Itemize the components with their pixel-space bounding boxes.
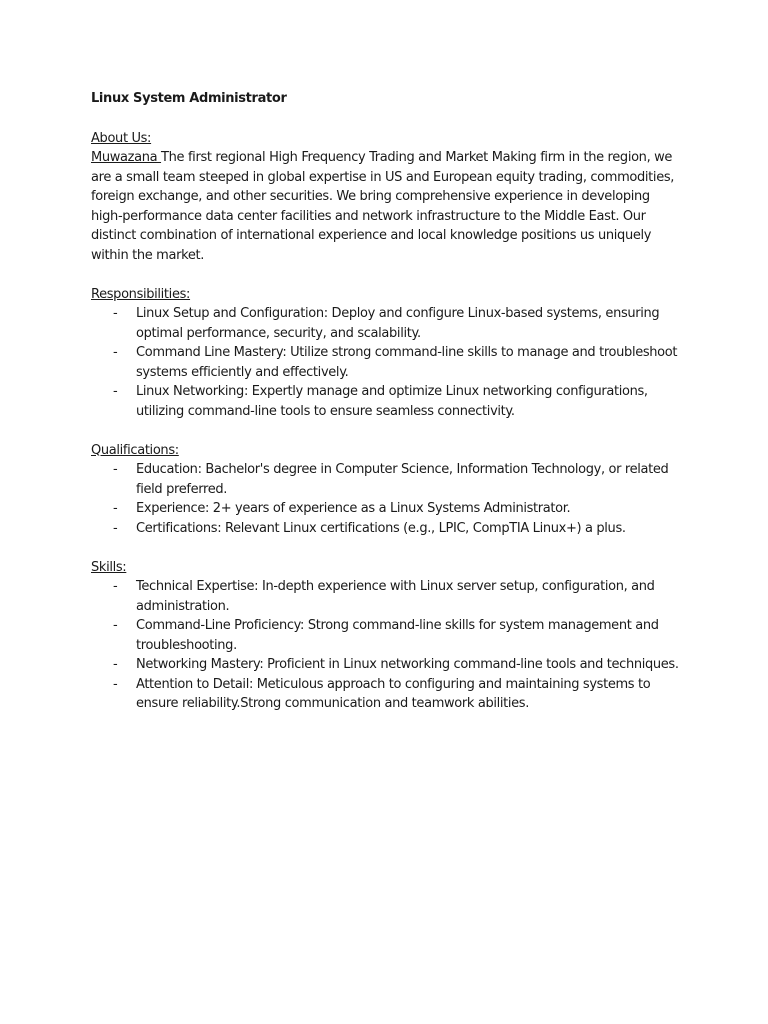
list-item-text: Command-Line Proficiency: Strong command-line skills for system management and troubleshooting. bbox=[136, 618, 659, 653]
list-item bbox=[91, 616, 683, 655]
bullet-dash: - bbox=[113, 520, 118, 536]
list-item bbox=[91, 577, 683, 616]
qualifications-heading: Qualifications: bbox=[91, 442, 179, 458]
skills-section bbox=[91, 558, 683, 714]
bullet-dash: - bbox=[113, 501, 118, 516]
bullet-dash: - bbox=[113, 462, 118, 477]
skills-heading: Skills: bbox=[91, 559, 127, 575]
about-section bbox=[91, 129, 683, 266]
list-item bbox=[91, 304, 683, 343]
list-item-text: Certifications: Relevant Linux certifications (e.g., LPIC, CompTIA Linux+) a plus. bbox=[136, 520, 626, 536]
list-item-text: Linux Setup and Configuration: Deploy and configure Linux-based systems, ensuring optimal performance, security, and scalability. bbox=[136, 306, 660, 341]
list-item bbox=[91, 655, 683, 675]
qualifications-section bbox=[91, 441, 683, 539]
job-title: Linux System Administrator bbox=[91, 91, 287, 106]
bullet-dash: - bbox=[113, 306, 118, 321]
list-item bbox=[91, 519, 683, 539]
list-item-text: Education: Bachelor's degree in Computer Science, Information Technology, or related field preferred. bbox=[136, 462, 669, 497]
skills-list bbox=[91, 577, 683, 714]
company-name: Muwazana bbox=[91, 150, 162, 165]
list-item-text: Networking Mastery: Proficient in Linux networking command-line tools and techniques. bbox=[136, 657, 679, 672]
bullet-dash: - bbox=[113, 618, 118, 633]
document-page bbox=[91, 89, 683, 714]
bullet-dash: - bbox=[113, 345, 118, 360]
list-item-text: Linux Networking: Expertly manage and optimize Linux networking configurations, utilizing command-line tools to ensure seamless connectivity. bbox=[136, 384, 648, 419]
bullet-dash: - bbox=[113, 384, 118, 399]
bullet-dash: - bbox=[113, 579, 118, 594]
about-paragraph bbox=[91, 148, 683, 265]
list-item-text: Technical Expertise: In-depth experience with Linux server setup, configuration, and administration. bbox=[136, 579, 655, 614]
list-item bbox=[91, 675, 683, 714]
responsibilities-list bbox=[91, 304, 683, 421]
about-text: The first regional High Frequency Trading and Market Making firm in the region, we are a small team steeped in global expertise in US and European equity trading, commodities, foreign exchange, and other securities. We bring comprehensive experience in developing high-performance data center facilities and network infrastructure to the Middle East. Our distinct combination of international experience and local knowledge positions us uniquely within the market. bbox=[91, 150, 675, 263]
list-item-text: Command Line Mastery: Utilize strong command-line skills to manage and troubleshoot systems efficiently and effectively. bbox=[136, 345, 678, 380]
bullet-dash: - bbox=[113, 657, 118, 672]
responsibilities-heading: Responsibilities: bbox=[91, 286, 191, 302]
list-item-text: Experience: 2+ years of experience as a Linux Systems Administrator. bbox=[136, 501, 571, 516]
list-item bbox=[91, 382, 683, 421]
about-heading: About Us: bbox=[91, 130, 152, 146]
list-item bbox=[91, 343, 683, 382]
list-item bbox=[91, 499, 683, 519]
bullet-dash: - bbox=[113, 676, 118, 692]
qualifications-list bbox=[91, 460, 683, 538]
list-item-text: Attention to Detail: Meticulous approach to configuring and maintaining systems to ensure reliability.Strong communication and teamwork abilities. bbox=[136, 676, 651, 711]
responsibilities-section bbox=[91, 285, 683, 422]
list-item bbox=[91, 460, 683, 499]
